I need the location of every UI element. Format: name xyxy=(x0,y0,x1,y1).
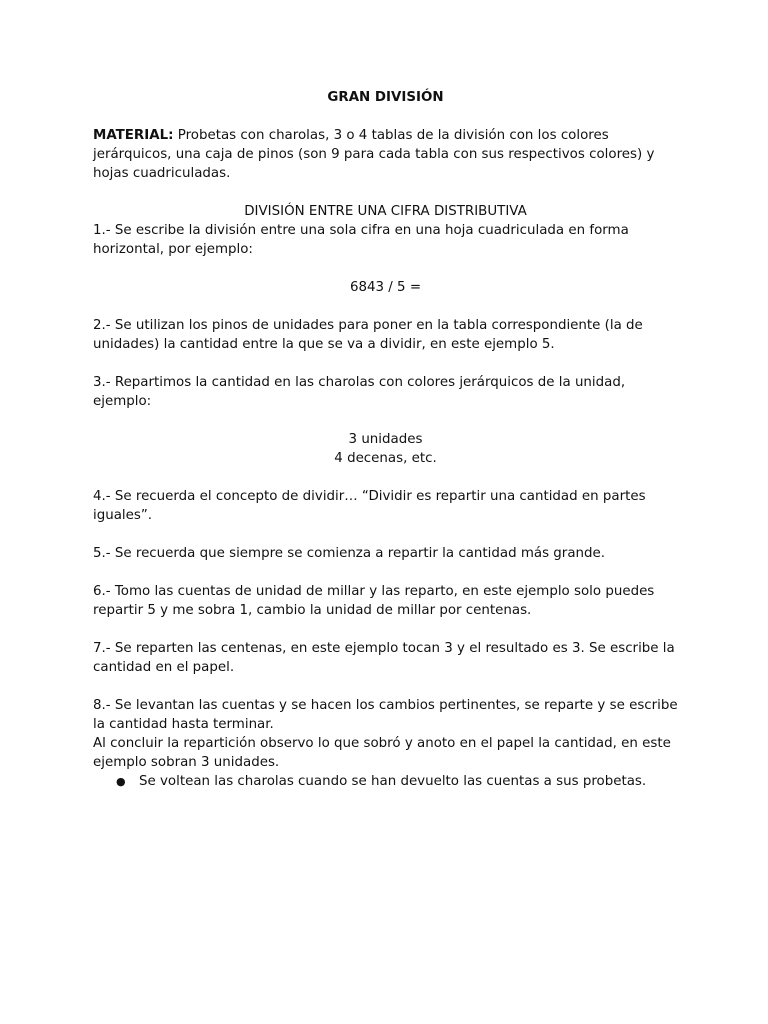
example-tens: 4 decenas, etc. xyxy=(334,451,437,466)
step-8: 8.- Se levantan las cuentas y se hacen los cambios pertinentes, se reparte y se escribe la cantidad hasta terminar. xyxy=(93,698,678,732)
step-2: 2.- Se utilizan los pinos de unidades para poner en la tabla correspondiente (la de unidades) la cantidad entre la que se va a dividir, en este ejemplo 5. xyxy=(93,318,643,352)
step-1: 1.- Se escribe la división entre una sola cifra en una hoja cuadriculada en forma horizontal, por ejemplo: xyxy=(93,223,629,257)
example-division: 6843 / 5 = xyxy=(349,280,422,295)
step-6: 6.- Tomo las cuentas de unidad de millar y las reparto, en este ejemplo solo puedes repartir 5 y me sobra 1, cambio la unidad de millar por centenas. xyxy=(93,584,655,618)
spacer xyxy=(93,525,678,544)
bullet-list xyxy=(93,772,678,791)
step-4: 4.- Se recuerda el concepto de dividir… “Dividir es repartir una cantidad en partes iguales”. xyxy=(93,489,646,523)
step-5: 5.- Se recuerda que siempre se comienza a repartir la cantidad más grande. xyxy=(93,546,606,561)
example-units: 3 unidades xyxy=(348,432,423,447)
list-item xyxy=(93,772,678,791)
step-7: 7.- Se reparten las centenas, en este ejemplo tocan 3 y el resultado es 3. Se escribe la cantidad en el papel. xyxy=(93,641,675,675)
spacer xyxy=(93,677,678,696)
spacer xyxy=(93,259,678,278)
spacer xyxy=(93,354,678,373)
bullet-text: Se voltean las charolas cuando se han devuelto las cuentas a sus probetas. xyxy=(139,774,647,789)
spacer xyxy=(93,183,678,202)
conclusion: Al concluir la repartición observo lo que sobró y anoto en el papel la cantidad, en este ejemplo sobran 3 unidades. xyxy=(93,736,671,770)
bullet-icon: ● xyxy=(116,775,126,788)
spacer xyxy=(93,411,678,430)
document-body xyxy=(93,88,678,791)
material-paragraph xyxy=(93,126,678,183)
spacer xyxy=(93,563,678,582)
step-3: 3.- Repartimos la cantidad en las charolas con colores jerárquicos de la unidad, ejemplo: xyxy=(93,375,626,409)
material-label: MATERIAL: xyxy=(93,128,174,143)
spacer xyxy=(93,297,678,316)
spacer xyxy=(93,468,678,487)
section-heading: DIVISIÓN ENTRE UNA CIFRA DISTRIBUTIVA xyxy=(244,204,527,219)
material-text: Probetas con charolas, 3 o 4 tablas de la división con los colores jerárquicos, una caja de pinos (son 9 para cada tabla con sus respectivos colores) y hojas cuadriculadas. xyxy=(93,128,655,181)
document-title: GRAN DIVISIÓN xyxy=(327,90,444,105)
spacer xyxy=(93,620,678,639)
